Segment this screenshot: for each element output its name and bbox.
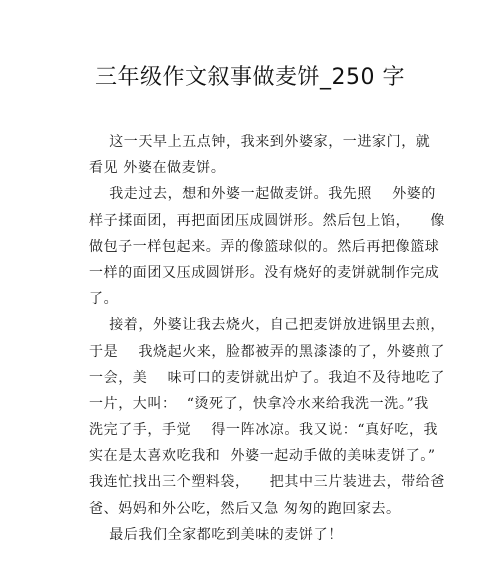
text-line: 接着，外婆让我去烧火，自己把麦饼放进锅里去煎， — [89, 317, 445, 334]
text-line: 看见 外婆在做麦饼。 — [89, 160, 226, 177]
text-line: 一会，美 味可口的麦饼就出炉了。我迫不及待地吃了 — [89, 369, 445, 386]
text-line: 洗完了手，手觉 得一阵冰凉。我又说：“真好吃，我 — [89, 422, 439, 439]
document-title: 三年级作文叙事做麦饼_250 字 — [95, 65, 405, 90]
text-line: 最后我们全家都吃到美味的麦饼了！ — [89, 526, 343, 543]
text-line: 实在是太喜欢吃我和 外婆一起动手做的美味麦饼了。” — [89, 448, 436, 465]
text-line: 于是 我烧起火来，脸都被弄的黑漆漆的了，外婆煎了 — [89, 343, 445, 360]
text-line: 样子揉面团，再把面团压成圆饼形。然后包上馅， 像 — [89, 212, 445, 229]
text-line: 一样的面团又压成圆饼形。没有烧好的麦饼就制作完成 — [89, 264, 440, 281]
document-body — [89, 129, 445, 548]
text-line: 这一天早上五点钟，我来到外婆家，一进家门，就 — [89, 134, 431, 150]
text-line: 我连忙找出三个塑料袋， 把其中三片装进去，带给爸 — [89, 474, 445, 491]
text-line: 一片，大叫： “烫死了，快拿冷水来给我洗一洗。”我 — [89, 395, 429, 412]
text-line: 我走过去，想和外婆一起做麦饼。我先照 外婆的 — [89, 186, 436, 203]
text-line: 爸、妈妈和外公吃，然后又急 匆匆的跑回家去。 — [89, 500, 401, 517]
text-line: 了。 — [89, 291, 119, 308]
text-line: 做包子一样包起来。弄的像篮球似的。然后再把像篮球 — [89, 238, 440, 255]
